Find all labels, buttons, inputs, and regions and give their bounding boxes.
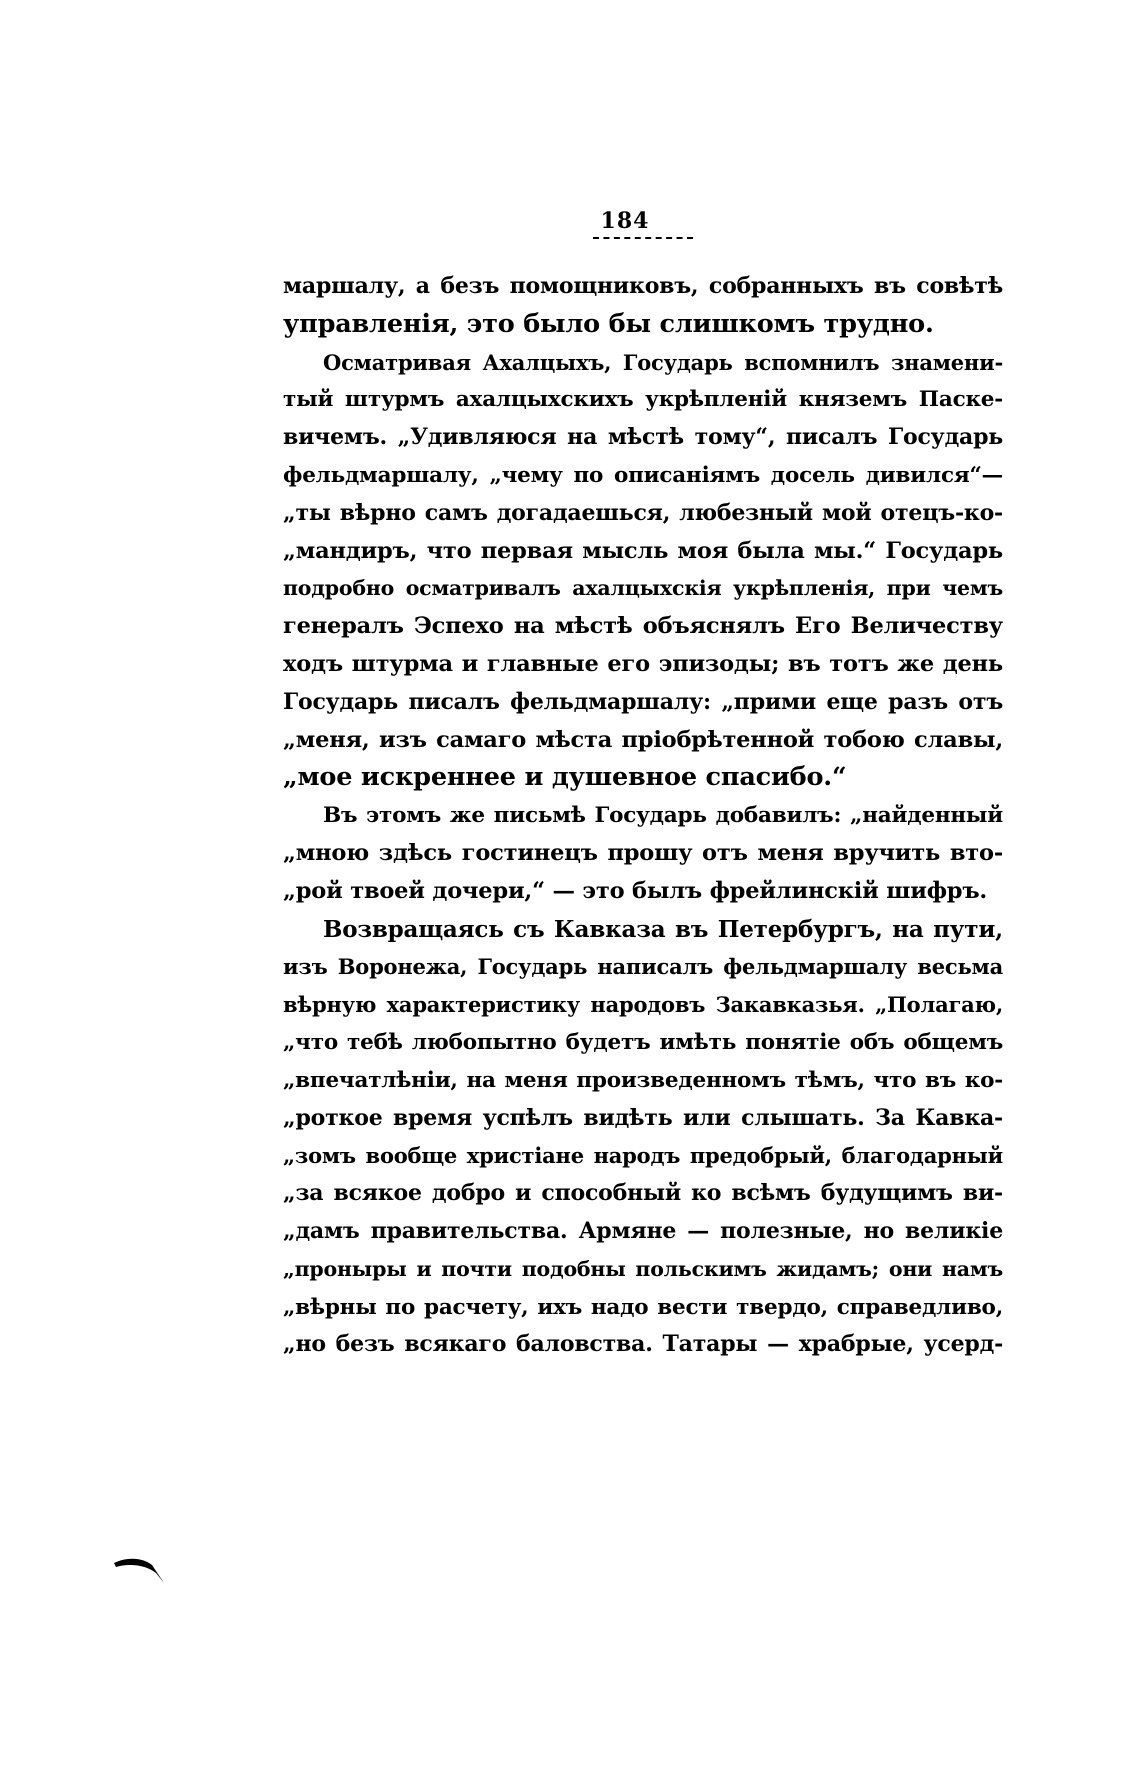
text-line: вичемъ. „Удивляюся на мѣстѣ тому“, писалъ Государь [283,424,1003,451]
text-line: „проныры и почти подобны польскимъ жидамъ; они намъ [283,1256,1003,1281]
page-number-underline [593,237,693,239]
text-line: Въ этомъ же письмѣ Государь добавилъ: „найденный [323,803,1003,829]
text-line: Осматривая Ахалцыхъ, Государь вспомнилъ знамени- [323,349,1003,375]
page-number: 184 [600,208,650,234]
text-line: „дамъ правительства. Армяне — полезные, но великіе [283,1217,1003,1244]
text-line: фельдмаршалу, „чему по описаніямъ досель дивился“— [283,462,1003,488]
text-line: „мною здѣсь гостинецъ прошу отъ меня вручить вто- [283,839,1003,866]
body-text [283,268,1003,1364]
text-line: вѣрную характеристику народовъ Закавказья. „Полагаю, [283,992,1003,1018]
text-line: „роткое время успѣлъ видѣть или слышать. За Кавка- [283,1104,1003,1131]
text-line: „меня, изъ самаго мѣста пріобрѣтенной тобою славы, [283,726,1003,753]
text-line: „что тебѣ любопытно будетъ имѣть понятіе объ общемъ [283,1029,1003,1055]
text-line: генералъ Эспехо на мѣстѣ объяснялъ Его Величеству [283,613,1003,640]
text-line: „но безъ всякаго баловства. Татары — храбрые, усерд- [283,1331,1003,1358]
text-line: „мандиръ, что первая мысль моя была мы.“ Государь [283,537,1003,564]
text-line: тый штурмъ ахалцыхскихъ укрѣпленій княземъ Паске- [283,387,1003,413]
text-line: „рой твоей дочери,“ — это былъ фрейлинскій шифръ. [283,877,988,904]
text-line: „вѣрны по расчету, ихъ надо вести твердо, справедливо, [283,1294,1003,1320]
text-line: управленія, это было бы слишкомъ трудно. [283,308,934,339]
text-line: ходъ штурма и главные его эпизоды; въ тотъ же день [283,650,1003,677]
text-line: „зомъ вообще христіане народъ предобрый, благодарный [283,1143,1003,1169]
text-line: подробно осматривалъ ахалцыхскія укрѣпленія, при чемъ [283,576,1003,601]
text-line: „ты вѣрно самъ догадаешься, любезный мой отецъ-ко- [283,499,1003,526]
text-line: „впечатлѣніи, на меня произведенномъ тѣмъ, что въ ко- [283,1067,1003,1093]
text-line: Государь писалъ фельдмаршалу: „прими еще разъ отъ [283,688,1003,715]
text-line: „за всякое добро и способный ко всѣмъ будущимъ ви- [283,1180,1003,1207]
text-line: Возвращаясь съ Кавказа въ Петербургъ, на пути, [323,915,1003,943]
text-line: „мое искреннее и душевное спасибо.“ [283,762,847,793]
corner-ink-mark [112,1555,166,1585]
text-line: маршалу, а безъ помощниковъ, собранныхъ въ совѣтѣ [283,273,1003,299]
text-line: изъ Воронежа, Государь написалъ фельдмаршалу весьма [283,954,1003,980]
